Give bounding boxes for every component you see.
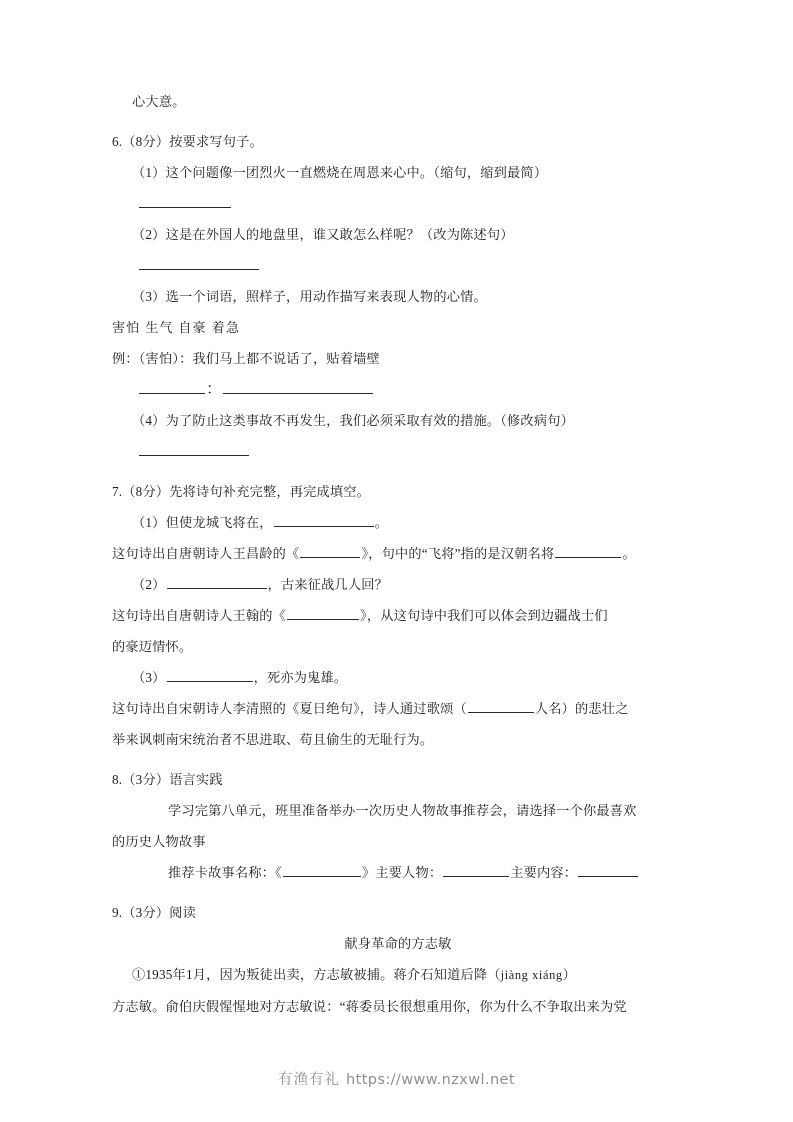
answer-blank-word[interactable] xyxy=(139,378,205,394)
question-7-sub-3-suffix: ，死亦为鬼雄。 xyxy=(253,670,348,685)
question-6-sub-4-text: （4）为了防止这类事故不再发生，我们必须采取有效的措施。（修改病句） xyxy=(132,413,574,428)
question-8-heading: 8.（3分）语言实践 xyxy=(112,772,223,787)
explain-part-2: 》，句中的“飞将”指的是汉朝名将 xyxy=(361,546,555,561)
question-7-sub-1-suffix: 。 xyxy=(374,515,389,530)
question-7-sub-2-explain xyxy=(112,600,684,631)
question-8-body-line2: 的历史人物故事 xyxy=(112,834,206,849)
question-6-sub-1-text: （1）这个问题像一团烈火一直燃烧在周恩来心中。（缩句，缩到最简） xyxy=(132,165,548,180)
question-7-sub-1-prefix: （1）但使龙城飞将在， xyxy=(132,515,273,530)
footer-watermark xyxy=(0,1068,793,1089)
question-7-sub-2-explain-line2: 的豪迈情怀。 xyxy=(112,639,193,654)
answer-blank[interactable] xyxy=(139,192,231,208)
question-7-heading: 7.（8分）先将诗句补充完整，再完成填空。 xyxy=(112,484,371,499)
question-7-sub-3-explain-line2: 举来讽刺南宋统治者不思进取、苟且偷生的无耻行为。 xyxy=(112,732,434,747)
answer-blank-poem-title[interactable] xyxy=(300,544,360,558)
question-6-sub-2-answer-row xyxy=(112,250,684,281)
question-6-word-bank: 害怕 生气 自豪 着急 xyxy=(112,320,241,335)
card-label-main-character: 》主要人物： xyxy=(361,865,443,880)
page-content xyxy=(112,86,684,1022)
question-6-sub-1-answer-row xyxy=(112,188,684,219)
question-6-example: 例：（害怕）：我们马上都不说话了，贴着墙壁 xyxy=(112,351,380,366)
answer-blank-person-name[interactable] xyxy=(468,699,534,713)
question-6-sub-3-text: （3）选一个词语，照样子，用动作描写来表现人物的心情。 xyxy=(132,289,487,304)
question-7-sub-3-line xyxy=(112,662,684,693)
explain-part-1: 这句诗出自唐朝诗人王翰的《 xyxy=(112,608,287,623)
answer-blank[interactable] xyxy=(274,513,374,527)
answer-blank-sentence[interactable] xyxy=(223,378,373,394)
question-6-heading: 6.（8分）按要求写句子。 xyxy=(112,134,263,149)
passage-line-1 xyxy=(112,959,684,991)
answer-blank[interactable] xyxy=(167,575,267,589)
answer-blank[interactable] xyxy=(139,254,259,270)
question-9-heading: 9.（3分）阅读 xyxy=(112,905,197,920)
question-8-body-line1: 学习完第八单元，班里准备举办一次历史人物故事推荐会，请选择一个你最喜欢 xyxy=(168,803,637,818)
explain-part-2: 人名）的悲壮之 xyxy=(534,701,629,716)
question-7-sub-2-prefix: （2） xyxy=(132,577,166,592)
answer-blank[interactable] xyxy=(139,440,249,456)
passage-title: 献身革命的方志敏 xyxy=(344,936,452,951)
explain-part-3: 。 xyxy=(622,546,636,561)
card-label-main-content: 主要内容： xyxy=(510,865,578,880)
answer-blank-main-content[interactable] xyxy=(578,863,638,877)
answer-blank-main-character[interactable] xyxy=(443,863,509,877)
question-8-recommendation-card xyxy=(112,857,684,888)
explain-part-1: 这句诗出自宋朝诗人李清照的《夏日绝句》，诗人通过歌颂（ xyxy=(112,701,467,716)
question-7-sub-2-suffix: ，古来征战几人回？ xyxy=(267,577,389,592)
passage-line-2: 方志敏。俞伯庆假惺惺地对方志敏说：“蒋委员长很想重用你，你为什么不争取出来为党 xyxy=(112,999,627,1014)
watermark-brand: 有渔有礼 xyxy=(278,1072,341,1088)
explain-part-1: 这句诗出自唐朝诗人王昌龄的《 xyxy=(112,546,300,561)
question-7-sub-1-line xyxy=(112,507,684,538)
answer-blank-poem-title[interactable] xyxy=(287,606,359,620)
card-label-story-title: 推荐卡故事名称：《 xyxy=(168,865,282,880)
question-7-sub-2-line xyxy=(112,569,684,600)
pinyin-annotation: jiàng xiáng xyxy=(500,968,563,982)
continued-text: 心大意。 xyxy=(132,94,186,109)
question-7-sub-1-explain xyxy=(112,538,684,569)
question-6-sub-4-answer-row xyxy=(112,436,684,467)
passage-text-b: ） xyxy=(562,967,577,982)
explain-part-2: 》，从这句诗中我们可以体会到边疆战士们 xyxy=(360,608,608,623)
answer-blank-general-name[interactable] xyxy=(555,544,621,558)
answer-blank-story-title[interactable] xyxy=(283,863,361,877)
passage-text-a: ①1935年1月，因为叛徒出卖，方志敏被捕。蒋介石知道后降（ xyxy=(132,967,501,982)
answer-separator: ： xyxy=(206,381,223,398)
answer-blank[interactable] xyxy=(167,668,253,682)
watermark-url: https://www.nzxwl.net xyxy=(346,1072,515,1088)
question-7-sub-3-prefix: （3） xyxy=(132,670,166,685)
question-7-sub-3-explain xyxy=(112,693,684,724)
question-6-sub-2-text: （2）这是在外国人的地盘里，谁又敢怎么样呢？（改为陈述句） xyxy=(132,227,514,242)
question-6-sub-3-answer-row xyxy=(112,374,684,405)
